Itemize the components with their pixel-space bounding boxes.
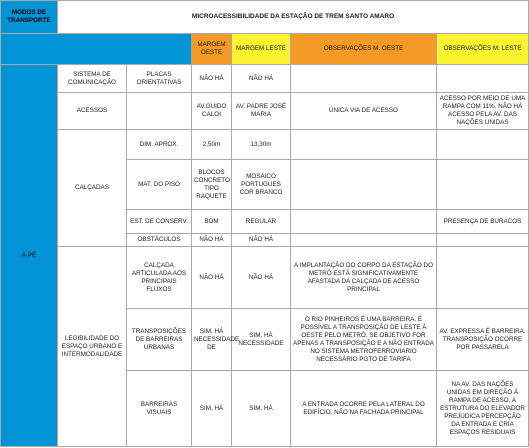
subcategory-cell: EST. DE CONSERV.	[127, 210, 192, 234]
subcategory-cell: DIM. APROX.	[127, 130, 192, 160]
table-row	[1, 130, 529, 160]
subcategory-cell: MAT. DO PISO	[127, 160, 192, 210]
header-blank	[1, 34, 192, 65]
col-header-obs-leste: OBSERVAÇÕES M. LESTE	[437, 34, 529, 65]
leste-cell: 13,30m	[232, 130, 291, 160]
leste-cell: REGULAR	[232, 210, 291, 234]
subcategory-cell: BARREIRAS VISUAIS	[127, 371, 192, 447]
category-cell: ACESSOS	[58, 93, 127, 130]
table-row	[1, 93, 529, 130]
col-header-margem-oeste: MARGEM OESTE	[192, 34, 232, 65]
subcategory-cell: PLACAS ORIENTATIVAS	[127, 65, 192, 93]
obs-leste-cell	[437, 247, 529, 309]
obs-leste-cell: AV. EXPRESSA É BARREIRA. TRANSPOSIÇÃO OCORRE POR PASSARELA	[437, 309, 529, 371]
obs-oeste-cell: A IMPLANTAÇÃO DO CORPO DA ESTAÇÃO DO METRÔ ESTÁ SIGNIFICATIVAMENTE AFASTADA DA CALÇADA DE ACESSO PRINCIPAL	[291, 247, 437, 309]
category-cell: LEGIBILIDADE DO ESPAÇO URBANO E INTERMODALIDADE	[58, 247, 127, 447]
oeste-cell: AV.GUIDO CALOI	[192, 93, 232, 130]
table-row	[1, 65, 529, 93]
obs-oeste-cell	[291, 234, 437, 247]
obs-oeste-cell: A ENTRADA OCORRE PELA LATERAL DO EDIFÍCIO, NÃO NA FACHADA PRINCIPAL	[291, 371, 437, 447]
obs-oeste-cell	[291, 65, 437, 93]
oeste-cell: NÃO HÁ	[192, 65, 232, 93]
leste-cell: AV. PADRE JOSÉ MARIA	[232, 93, 291, 130]
leste-cell: SIM, HÁ	[232, 371, 291, 447]
obs-oeste-cell	[291, 130, 437, 160]
oeste-cell: BOM	[192, 210, 232, 234]
leste-cell: NÃO HÁ	[232, 65, 291, 93]
obs-leste-cell: PRESENÇA DE BURACOS	[437, 210, 529, 234]
table-row	[1, 247, 529, 309]
obs-leste-cell	[437, 130, 529, 160]
obs-oeste-cell	[291, 210, 437, 234]
oeste-cell: NÃO HÁ	[192, 234, 232, 247]
col-header-obs-oeste: OBSERVAÇÕES M. OESTE	[291, 34, 437, 65]
category-cell: CALÇADAS	[58, 130, 127, 247]
leste-cell: MOSAICO PORTUGUES COR BRANCO	[232, 160, 291, 210]
subcategory-cell: OBSTÁCULOS	[127, 234, 192, 247]
modes-header: MODOS DE TRANSPORTE	[1, 1, 58, 34]
oeste-cell: 2,50m	[192, 130, 232, 160]
obs-leste-cell: ACESSO POR MEIO DE UMA RAMPA COM 11%. NÃO HÁ ACESSO PELA AV. DAS NAÇÕES UNIDAS	[437, 93, 529, 130]
obs-oeste-cell	[291, 160, 437, 210]
leste-cell: NÃO HÁ	[232, 234, 291, 247]
page-title: MICROACESSIBILIDADE DA ESTAÇÃO DE TREM SANTO AMARO	[58, 1, 529, 34]
obs-leste-cell: NA AV. DAS NAÇÕES UNIDAS EM DIREÇÃO À RAMPA DE ACESSO, A ESTRUTURA DO ELEVADOR PREJUDICA PERCEPÇÃO DA ENTRADA E CRIA ESPAÇOS RESIDUAIS	[437, 371, 529, 447]
obs-oeste-cell: O RIO PINHEIROS É UMA BARREIRA. É POSSÍVEL A TRANSPOSIÇÃO DE LESTE À OESTE PELO METRÔ. SE OBJETIVO FOR APENAS A TRANSPOSIÇÃO E A NÃO ENTRADA NO SISTEMA METROFERROVIARIO NECESSÁRIO PGTO DE TARIFA	[291, 309, 437, 371]
col-header-margem-leste: MARGEM LESTE	[232, 34, 291, 65]
oeste-cell: BLOCOS CONCRETO TIPO RAQUETE	[192, 160, 232, 210]
subcategory-cell	[127, 93, 192, 130]
category-cell: SISTEMA DE COMUNICAÇÃO	[58, 65, 127, 93]
subcategory-cell: TRANSPOSIÇÕES DE BARREIRAS URBANAS	[127, 309, 192, 371]
leste-cell: NÃO HÁ	[232, 247, 291, 309]
obs-leste-cell	[437, 65, 529, 93]
obs-leste-cell	[437, 160, 529, 210]
obs-oeste-cell: ÚNICA VIA DE ACESSO	[291, 93, 437, 130]
leste-cell: SIM, HÁ NECESSIDADE	[232, 309, 291, 371]
oeste-cell: SIM, HÁ	[192, 371, 232, 447]
obs-leste-cell	[437, 234, 529, 247]
subcategory-cell: CALÇADA ARTICULADA AOS PRINCIPAIS FLUXOS	[127, 247, 192, 309]
mode-cell: À PÉ	[1, 65, 58, 447]
oeste-cell: SIM, HÁ NECESSIDADE DE	[192, 309, 232, 371]
oeste-cell: NÃO HÁ	[192, 247, 232, 309]
